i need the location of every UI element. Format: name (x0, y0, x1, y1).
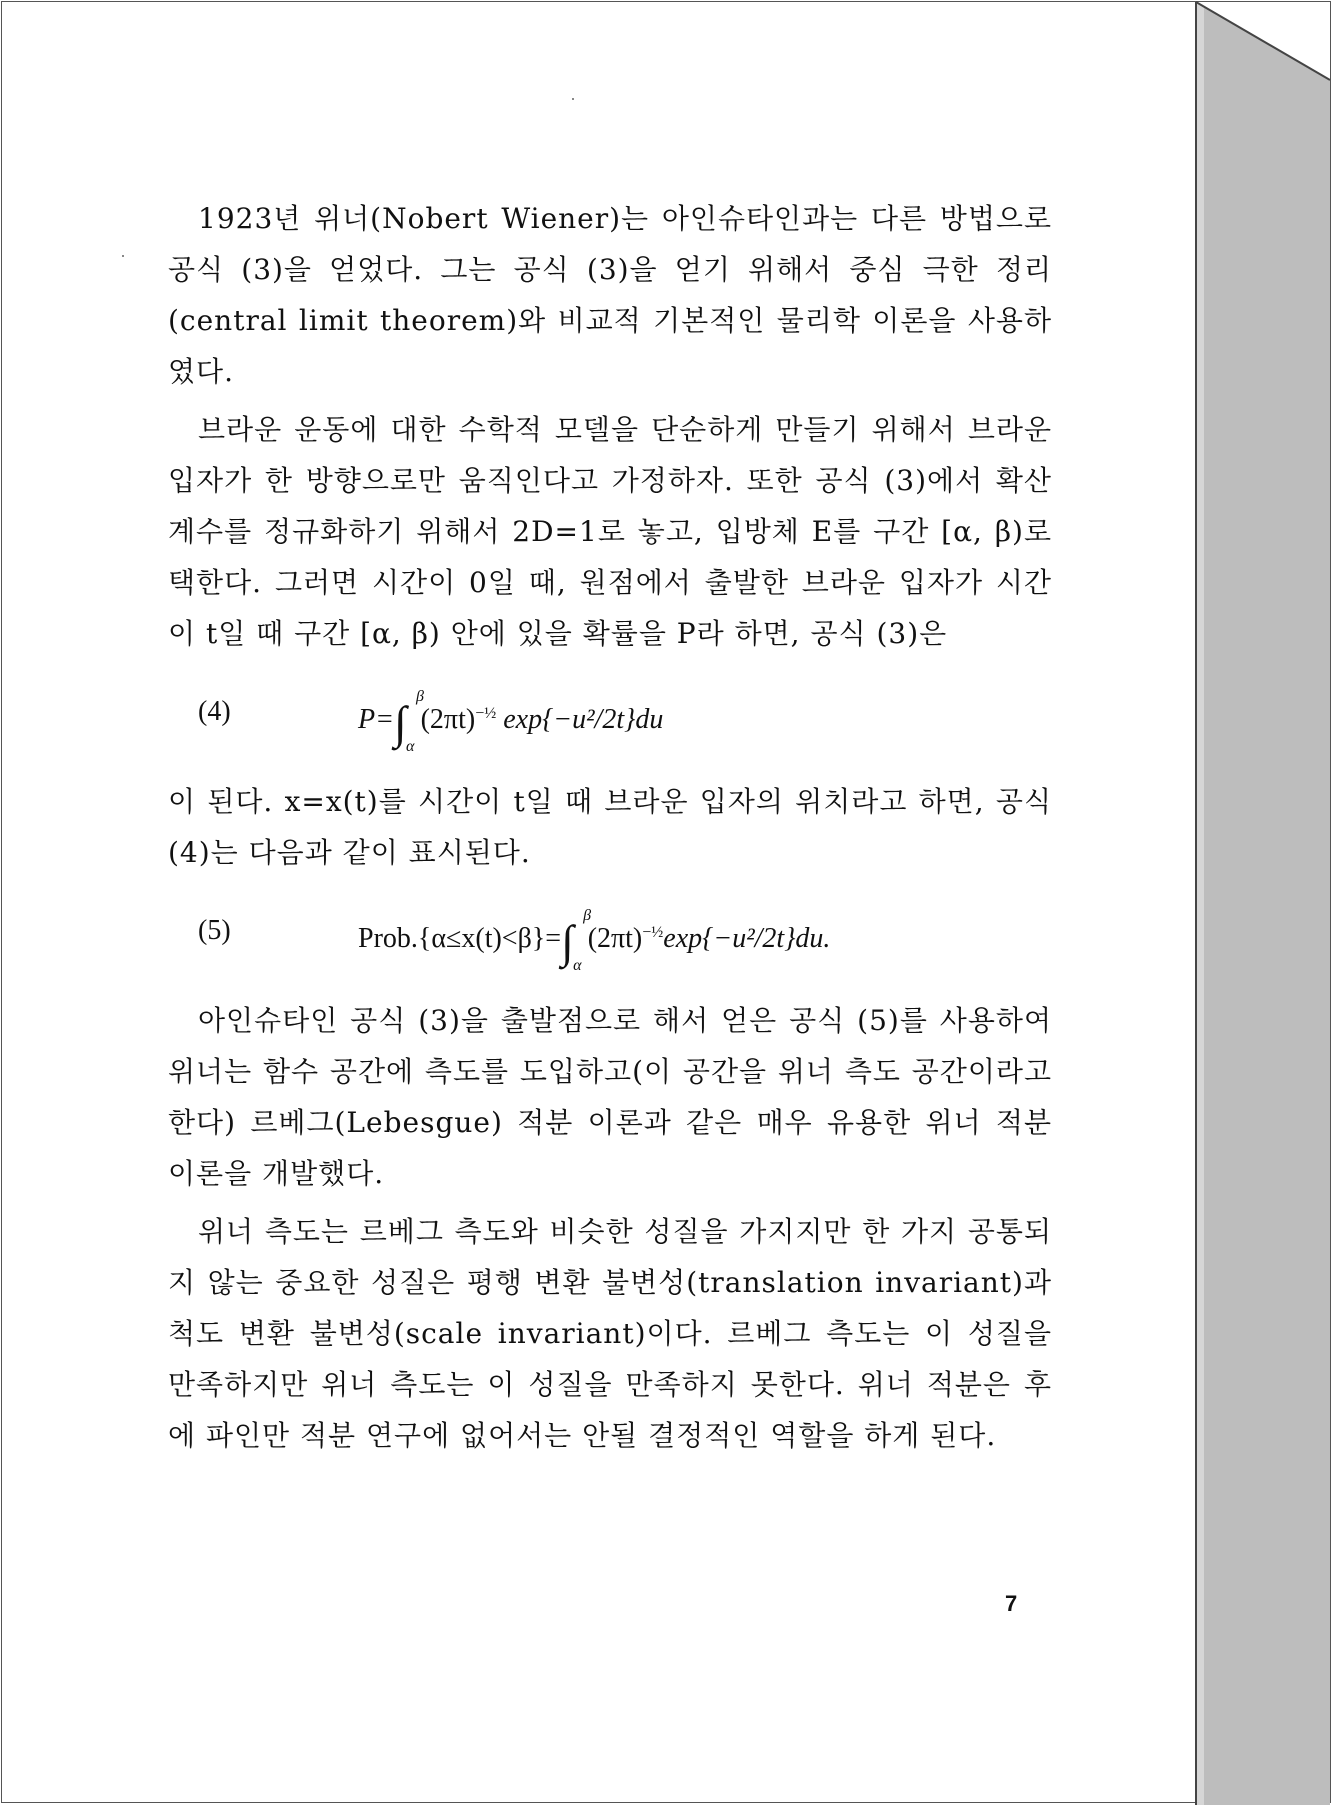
integral-sign-icon: ∫ β α (394, 688, 424, 755)
speck (572, 98, 574, 100)
paragraph-4: 아인슈타인 공식 (3)을 출발점으로 해서 얻은 공식 (5)를 사용하여 위너는 함수 공간에 측도를 도입하고(이 공간을 위너 측도 공간이라고 한다) 르베그(Lebesgue) 적분 이론과 같은 매우 유용한 위너 적분 이론을 개발했다. (168, 1004, 1052, 1190)
equation-5 (168, 885, 1052, 995)
equation-exponent: −½ (475, 705, 497, 722)
integral-upper-limit: β (583, 907, 592, 924)
paragraph-3: 이 된다. x=x(t)를 시간이 t일 때 브라운 입자의 위치라고 하면, 공식 (4)는 다음과 같이 표시된다. (168, 785, 1052, 869)
equation-body: (2πt) (587, 923, 643, 954)
integral-lower-limit: α (573, 957, 582, 974)
speck (122, 255, 124, 257)
equation-lhs: Prob.{α≤x(t)<β}= (358, 923, 562, 954)
document-page (168, 193, 1052, 1468)
paragraph-5: 위너 측도는 르베그 측도와 비슷한 성질을 가지지만 한 가지 공통되지 않는 중요한 성질은 평행 변환 불변성(translation invariant)과 척도 변환 불변성(scale invariant)이다. 르베그 측도는 이 성질을 만족하지만 위너 측도는 이 성질을 만족하지 못한다. 위너 적분은 후에 파인만 적분 연구에 없어서는 안될 결정적인 역할을 하게 된다. (168, 1215, 1052, 1452)
page-number: 7 (1005, 1591, 1018, 1616)
equation-formula (358, 688, 664, 755)
equation-number: (5) (198, 915, 231, 946)
integral-lower-limit: α (406, 738, 415, 755)
equation-tail: exp{−u²/2t}du (496, 704, 664, 735)
paragraph-1: 1923년 위너(Nobert Wiener)는 아인슈타인과는 다른 방법으로 공식 (3)을 얻었다. 그는 공식 (3)을 얻기 위해서 중심 극한 정리(central limit theorem)와 비교적 기본적인 물리학 이론을 사용하였다. (168, 202, 1052, 388)
equation-exponent: −½ (642, 924, 664, 941)
equation-lhs: P= (358, 704, 394, 735)
integral-upper-limit: β (416, 688, 424, 705)
equation-number: (4) (198, 696, 231, 727)
integral-sign-icon: ∫ β α (561, 907, 592, 974)
paragraph-2: 브라운 운동에 대한 수학적 모델을 단순하게 만들기 위해서 브라운 입자가 한 방향으로만 움직인다고 가정하자. 또한 공식 (3)에서 확산 계수를 정규화하기 위해서 2D=1로 놓고, 입방체 E를 구간 [α, β)로 택한다. 그러면 시간이 0일 때, 원점에서 출발한 브라운 입자가 시간이 t일 때 구간 [α, β) 안에 있을 확률을 P라 하면, 공식 (3)은 (168, 413, 1052, 650)
equation-body: (2πt) (420, 704, 476, 735)
equation-formula (358, 907, 831, 974)
equation-tail: exp{−u²/2t}du. (663, 923, 831, 954)
equation-4 (168, 666, 1052, 776)
